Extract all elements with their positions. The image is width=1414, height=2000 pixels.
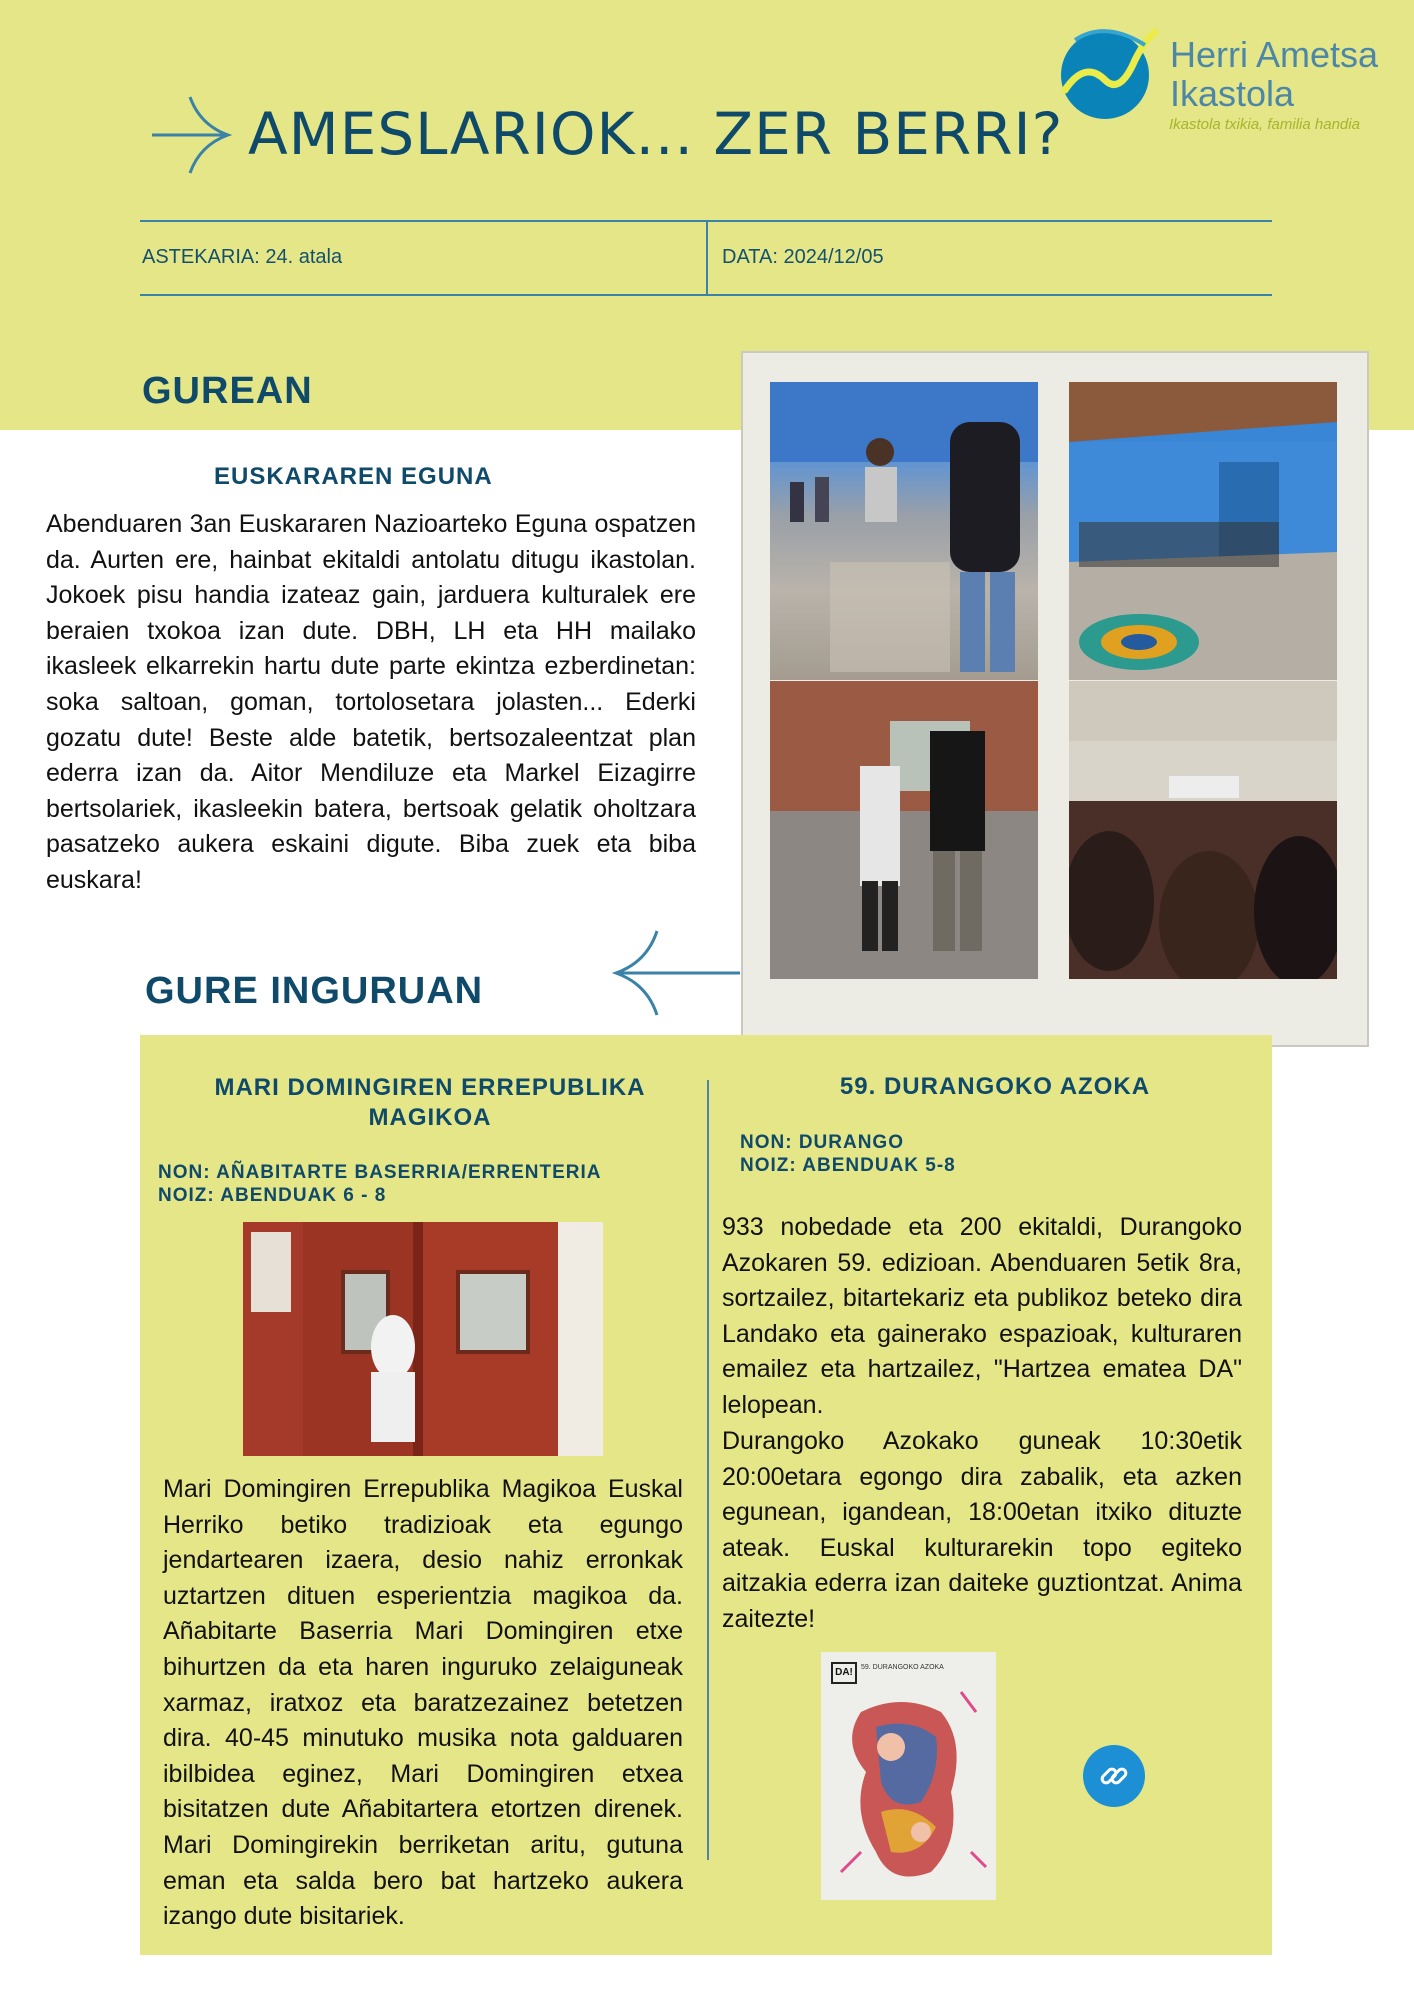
event2-text-2: Durangoko Azokako guneak 10:30etik 20:00etara egongo dira zabalik, eta azken egunean, igandean, 18:00etan itxiko dituzte ateak. Euskal kulturarekin topo egiteko aitzakia ederra izan daiteke guztiontzat. Anima zaitezte! (722, 1427, 1242, 1633)
section-heading-gure-inguruan: GURE INGURUAN (145, 970, 484, 1012)
logo-emblem-icon (1055, 20, 1165, 130)
events-divider (707, 1080, 709, 1860)
photo-court-illustration (1069, 382, 1337, 680)
logo-name: Herri Ametsa (1170, 34, 1379, 75)
poster-caption: 59. DURANGOKO AZOKA (861, 1664, 944, 1671)
event1-when: NOIZ: ABENDUAK 6 - 8 (158, 1185, 387, 1206)
section-heading-gurean: GUREAN (142, 370, 313, 412)
article-text: Abenduaren 3an Euskararen Nazioarteko Eguna ospatzen da. Aurten ere, hainbat ekitaldi antolatu ditugu ikastolan. Jokoek pisu handia izateaz gain, jarduera kulturalek ere beraien txokoa izan dute. DBH, LH eta HH mailako ikasleek elkarrekin hartu dute parte ekintza ezberdinetan: soka saltoan, goman, tortolosetara jolasten... Ederki gozatu dute! Beste alde batetik, bertsozaleentzat plan ederra izan da. Aitor Mendiluze eta Markel Eizagirre bertsolariek, ikasleekin batera, bertsoak gelatik oholtzara pasatzeko aukera eskaini digute. Biba zuek eta biba euskara! (46, 510, 696, 894)
poster-collage-illustration (821, 1652, 996, 1900)
article-title: EUSKARAREN EGUNA (214, 463, 493, 490)
event1-place: NON: AÑABITARTE BASERRIA/ERRENTERIA (158, 1162, 602, 1183)
event2-poster (821, 1652, 996, 1900)
photo-bertsolari-show-illustration (1069, 681, 1337, 979)
logo-tagline: Ikastola txikia, familia handia (1169, 116, 1360, 133)
event1-text: Mari Domingiren Errepublika Magikoa Euskal Herriko betiko tradizioak eta egungo jendartearen izaera, desio nahiz erronkak uztartzen dituen esperientzia magikoa da. Añabitarte Baserria Mari Domingiren etxe bihurtzen da eta haren inguruko zelaiguneak xarmaz, iratxoz eta baratzezainez betetzen dira. 40-45 minutuko musika nota galduaren ibilbidea eginez, Mari Domingiren etxea bisitatzen dute Añabitartera etortzen direnek. Mari Domingirekin berriketan aritu, gutuna eman eta salda bero bat hartzeko aukera izango dute bisitariek. (163, 1475, 683, 1931)
photo-bertsolari-show (1069, 681, 1337, 979)
event2-link-button[interactable] (1083, 1745, 1145, 1807)
issue-date: DATA: 2024/12/05 (722, 246, 884, 268)
event1-photo (243, 1222, 603, 1456)
divider-vertical (706, 220, 708, 296)
photo-kids-playing (770, 382, 1038, 680)
newsletter-title: AMESLARIOK... ZER BERRI? (248, 100, 1064, 168)
school-logo (1055, 18, 1405, 138)
event1-title: MARI DOMINGIREN ERREPUBLIKA MAGIKOA (214, 1074, 646, 1131)
event1-photo-illustration (243, 1222, 603, 1456)
poster-badge: DA! (831, 1662, 857, 1684)
photo-courtyard (770, 681, 1038, 979)
issue-number: ASTEKARIA: 24. atala (142, 246, 343, 268)
photo-court (1069, 382, 1337, 680)
logo-subname: Ikastola (1170, 73, 1295, 114)
event2-place: NON: DURANGO (740, 1132, 904, 1153)
photo-courtyard-illustration (770, 681, 1038, 979)
arrow-left-icon (612, 928, 742, 1018)
event2-title: 59. DURANGOKO AZOKA (839, 1073, 1151, 1100)
event2-text-1: 933 nobedade eta 200 ekitaldi, Durangoko Azokaren 59. edizioan. Abenduaren 5etik 8ra, sortzailez, bitartekariz eta publikoz beteko dira Landako eta gainerako espazioak, kulturaren emailez eta hartzailez, "Hartzea ematea DA" lelopean. (722, 1213, 1242, 1419)
photo-kids-playing-illustration (770, 382, 1038, 680)
event2-when: NOIZ: ABENDUAK 5-8 (740, 1155, 956, 1176)
photo-collage (741, 351, 1369, 1047)
link-icon (1097, 1759, 1131, 1793)
arrow-right-icon (150, 95, 232, 175)
